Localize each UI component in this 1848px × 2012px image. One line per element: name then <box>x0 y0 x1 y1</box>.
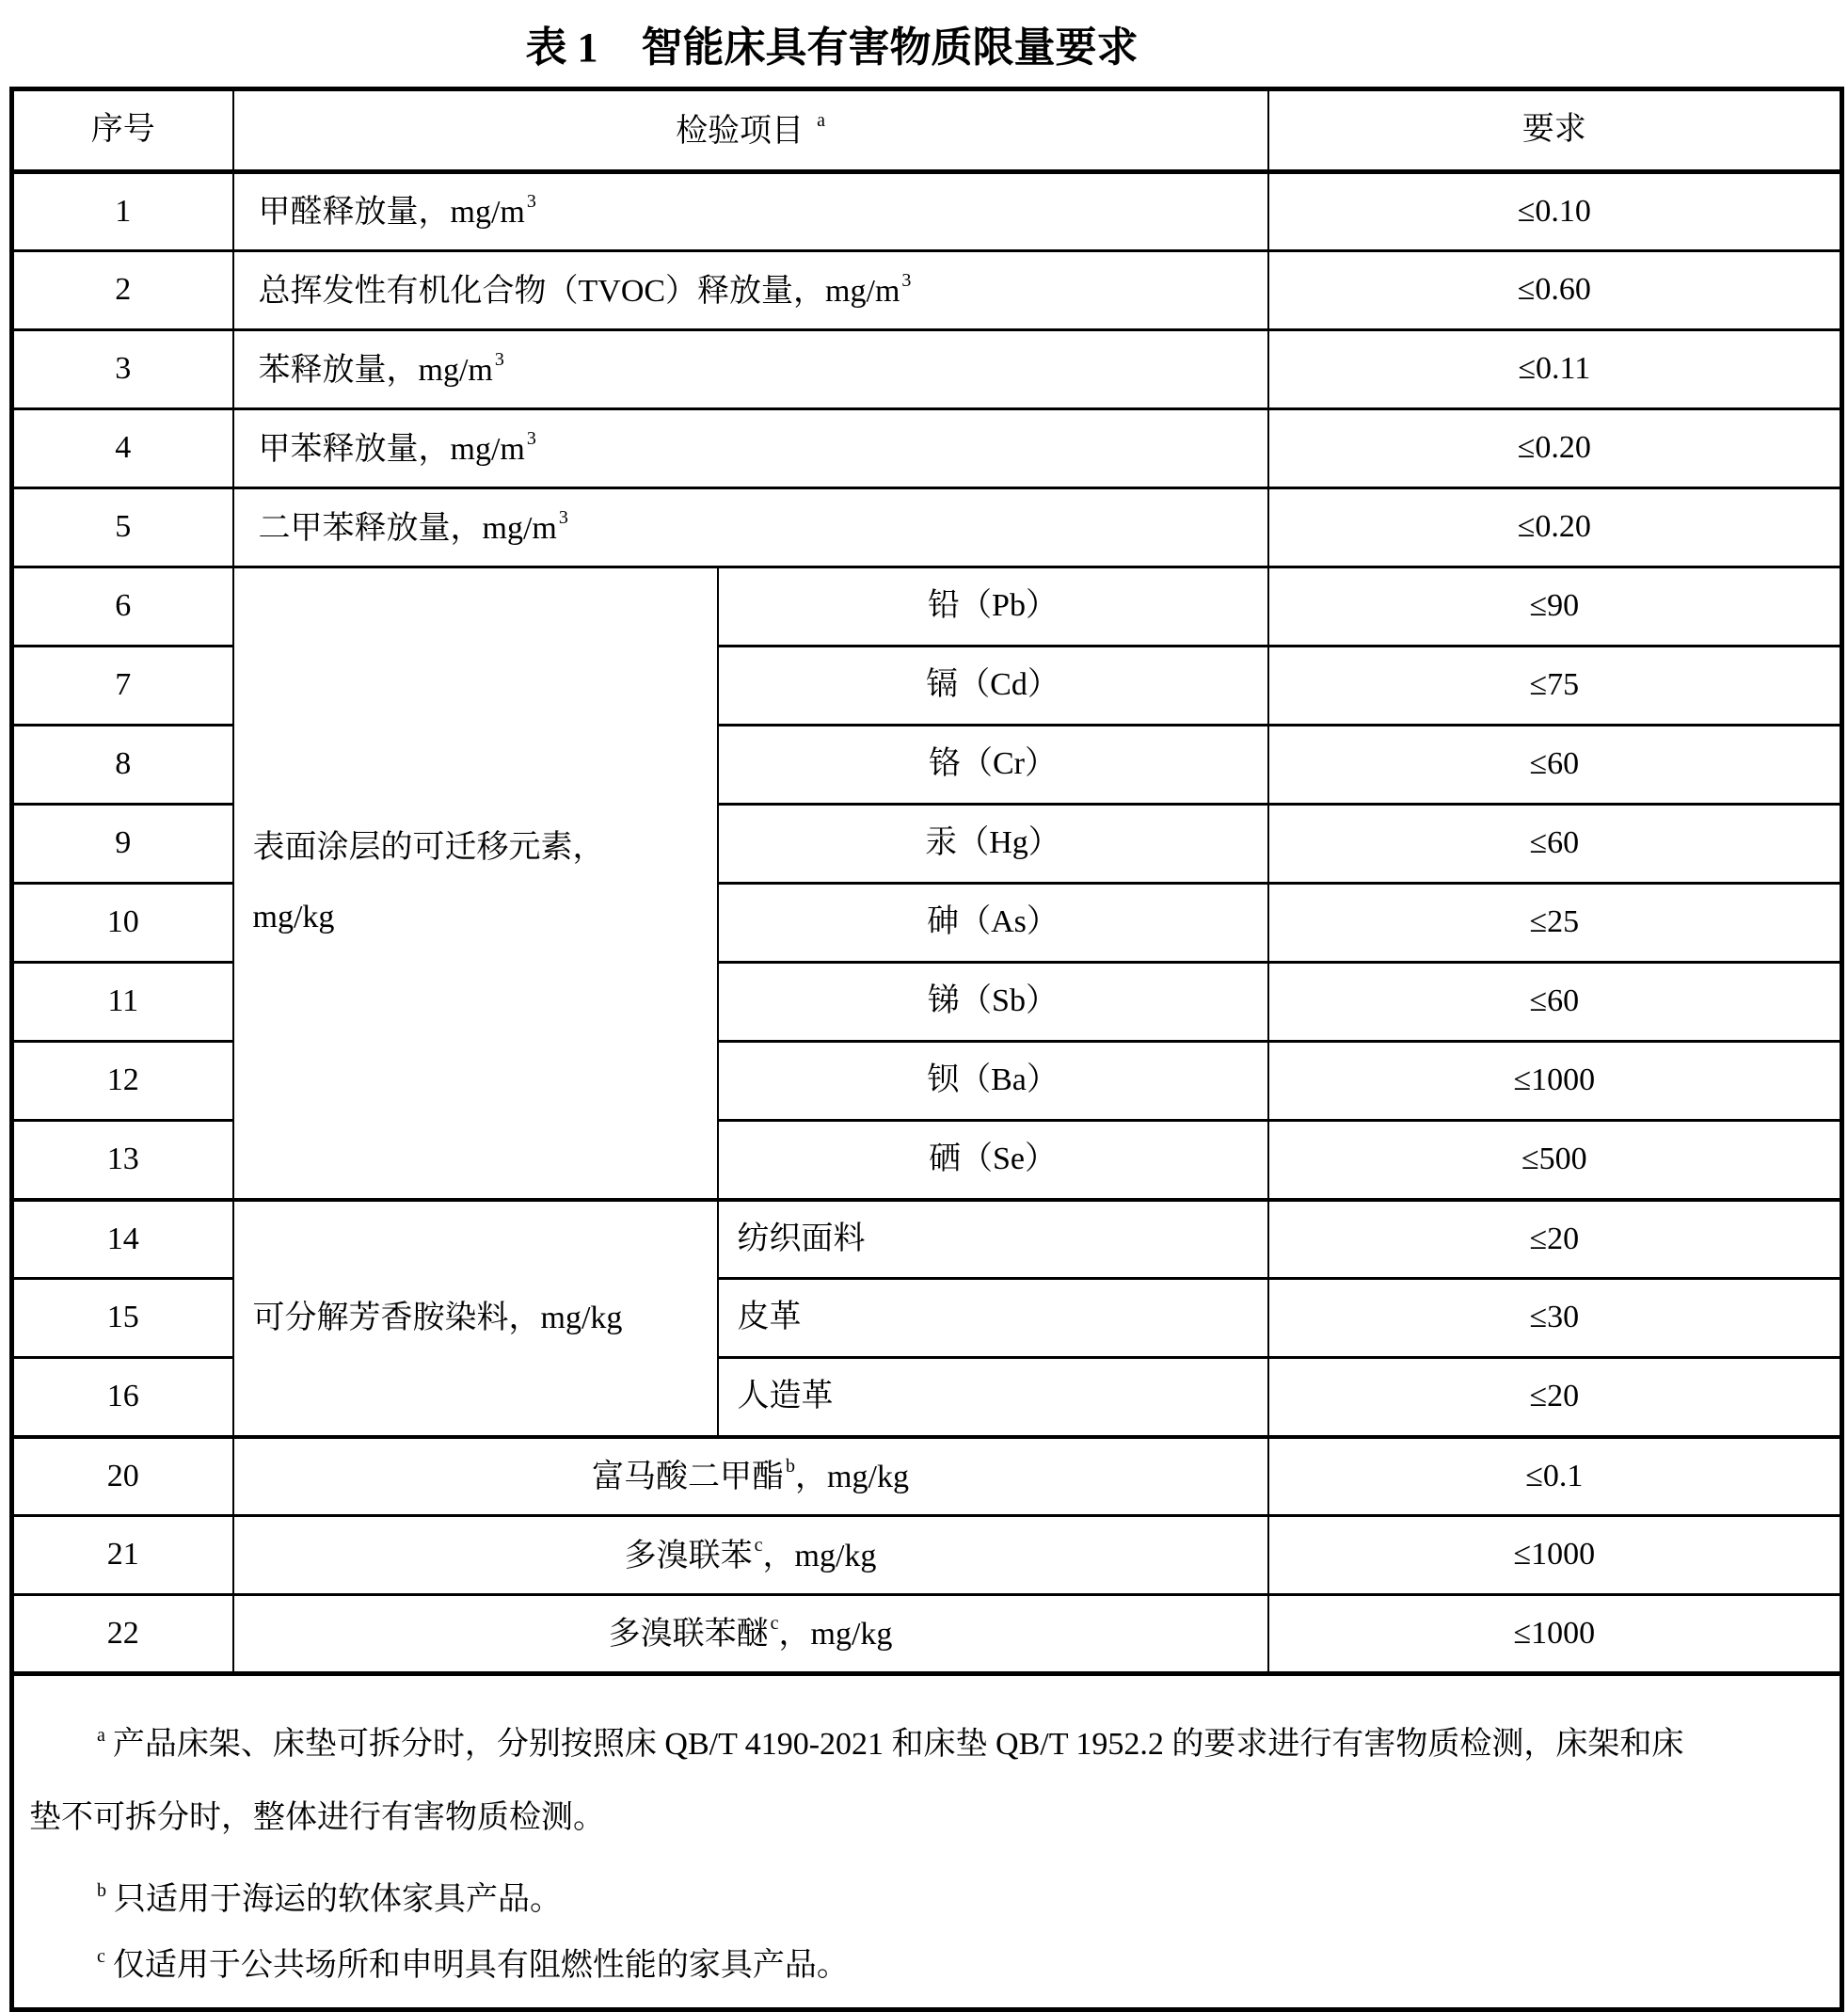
footnote-b-text: 只适用于海运的软体家具产品。 <box>114 1882 562 1917</box>
req-cell: ≤1000 <box>1268 1516 1842 1595</box>
superscript: 3 <box>558 506 568 528</box>
table-title-number: 表 1 <box>525 24 598 71</box>
req-cell: ≤20 <box>1268 1200 1842 1279</box>
table-title <box>0 0 1756 87</box>
table-row <box>12 488 1842 567</box>
seq-cell: 6 <box>12 567 233 647</box>
limits-table <box>9 87 1844 2012</box>
header-cell-item <box>233 89 1268 172</box>
item-cell <box>233 1595 1268 1674</box>
req-cell: ≤0.1 <box>1268 1437 1842 1516</box>
superscript: 3 <box>526 191 536 213</box>
req-cell: ≤25 <box>1268 884 1842 963</box>
element-name-cell: 硒（Se） <box>718 1121 1268 1200</box>
item-label: 二甲苯释放量，mg/m <box>258 510 557 546</box>
req-cell: ≤30 <box>1268 1279 1842 1358</box>
item-label: 多溴联苯 <box>624 1538 753 1573</box>
seq-cell: 7 <box>12 647 233 726</box>
group-label-line2: mg/kg <box>252 900 335 935</box>
seq-cell: 8 <box>12 726 233 805</box>
footnote-b-marker: b <box>97 1880 106 1901</box>
seq-cell: 22 <box>12 1595 233 1674</box>
req-cell: ≤60 <box>1268 963 1842 1042</box>
header-item-label: 检验项目 <box>676 113 805 149</box>
seq-cell: 20 <box>12 1437 233 1516</box>
material-name-cell: 人造革 <box>718 1358 1268 1437</box>
req-cell: ≤0.60 <box>1268 251 1842 330</box>
header-row <box>12 89 1842 172</box>
seq-cell: 1 <box>12 172 233 251</box>
header-cell-req: 要求 <box>1268 89 1842 172</box>
superscript: c <box>754 1534 763 1556</box>
seq-cell: 4 <box>12 409 233 488</box>
item-cell <box>233 409 1268 488</box>
group-cell-surface-coating <box>233 567 718 1200</box>
footnotes-row <box>12 1674 1842 2010</box>
req-cell: ≤75 <box>1268 647 1842 726</box>
item-cell <box>233 1516 1268 1595</box>
item-label: 总挥发性有机化合物（TVOC）释放量，mg/m <box>258 273 900 309</box>
item-unit: ，mg/kg <box>795 1460 909 1494</box>
req-cell: ≤0.20 <box>1268 409 1842 488</box>
material-name-cell: 皮革 <box>718 1279 1268 1358</box>
item-label: 甲苯释放量，mg/m <box>258 431 525 467</box>
req-cell: ≤1000 <box>1268 1595 1842 1674</box>
item-cell <box>233 1437 1268 1516</box>
element-name-cell: 汞（Hg） <box>718 805 1268 884</box>
req-cell: ≤0.20 <box>1268 488 1842 567</box>
seq-cell: 14 <box>12 1200 233 1279</box>
req-cell: ≤90 <box>1268 567 1842 647</box>
element-name-cell: 锑（Sb） <box>718 963 1268 1042</box>
element-name-cell: 铬（Cr） <box>718 726 1268 805</box>
seq-cell: 15 <box>12 1279 233 1358</box>
group-cell-aromatic-amine: 可分解芳香胺染料，mg/kg <box>233 1200 718 1437</box>
table-row <box>12 567 1842 647</box>
req-cell: ≤60 <box>1268 805 1842 884</box>
table-row <box>12 172 1842 251</box>
item-label: 甲醛释放量，mg/m <box>258 195 525 231</box>
footnotes-cell <box>12 1674 1842 2010</box>
table-row <box>12 1437 1842 1516</box>
footnote-b <box>29 1862 1821 1928</box>
req-cell: ≤60 <box>1268 726 1842 805</box>
header-footnote-marker: a <box>817 109 825 131</box>
item-unit: ，mg/kg <box>778 1617 893 1653</box>
seq-cell: 5 <box>12 488 233 567</box>
seq-cell: 12 <box>12 1042 233 1121</box>
element-name-cell: 砷（As） <box>718 884 1268 963</box>
element-name-cell: 镉（Cd） <box>718 647 1268 726</box>
item-cell <box>233 488 1268 567</box>
group-label-line1: 表面涂层的可迁移元素， <box>252 830 605 866</box>
item-unit: ，mg/kg <box>762 1538 877 1573</box>
table-row <box>12 409 1842 488</box>
item-cell <box>233 251 1268 330</box>
seq-cell: 16 <box>12 1358 233 1437</box>
item-cell <box>233 330 1268 409</box>
footnote-c-marker: c <box>97 1946 105 1967</box>
table-row <box>12 251 1842 330</box>
element-name-cell: 钡（Ba） <box>718 1042 1268 1121</box>
req-cell: ≤0.10 <box>1268 172 1842 251</box>
superscript: 3 <box>901 269 912 291</box>
table-row <box>12 1516 1842 1595</box>
item-label: 多溴联苯醚 <box>608 1617 769 1653</box>
seq-cell: 3 <box>12 330 233 409</box>
item-cell <box>233 172 1268 251</box>
header-cell-seq: 序号 <box>12 89 233 172</box>
req-cell: ≤20 <box>1268 1358 1842 1437</box>
table-row <box>12 1595 1842 1674</box>
req-cell: ≤1000 <box>1268 1042 1842 1121</box>
footnote-a <box>29 1699 1685 1855</box>
table-row <box>12 330 1842 409</box>
superscript: 3 <box>526 427 536 449</box>
element-name-cell: 铅（Pb） <box>718 567 1268 647</box>
req-cell: ≤500 <box>1268 1121 1842 1200</box>
seq-cell: 11 <box>12 963 233 1042</box>
seq-cell: 2 <box>12 251 233 330</box>
table-row <box>12 1200 1842 1279</box>
superscript: b <box>786 1456 796 1477</box>
footnote-a-text: 产品床架、床垫可拆分时，分别按照床 QB/T 4190-2021 和床垫 QB/T 1952.2 的要求进行有害物质检测，床架和床垫不可拆分时，整体进行有害物质检测。 <box>29 1727 1684 1835</box>
seq-cell: 21 <box>12 1516 233 1595</box>
superscript: c <box>770 1613 779 1635</box>
item-label: 富马酸二甲酯 <box>592 1460 785 1494</box>
seq-cell: 9 <box>12 805 233 884</box>
footnote-c <box>29 1928 1821 1994</box>
superscript: 3 <box>494 348 504 370</box>
req-cell: ≤0.11 <box>1268 330 1842 409</box>
seq-cell: 13 <box>12 1121 233 1200</box>
seq-cell: 10 <box>12 884 233 963</box>
material-name-cell: 纺织面料 <box>718 1200 1268 1279</box>
footnote-a-marker: a <box>97 1725 105 1746</box>
footnote-c-text: 仅适用于公共场所和申明具有阻燃性能的家具产品。 <box>112 1948 849 1983</box>
item-label: 苯释放量，mg/m <box>258 352 493 388</box>
table-title-text: 智能床具有害物质限量要求 <box>641 24 1139 71</box>
